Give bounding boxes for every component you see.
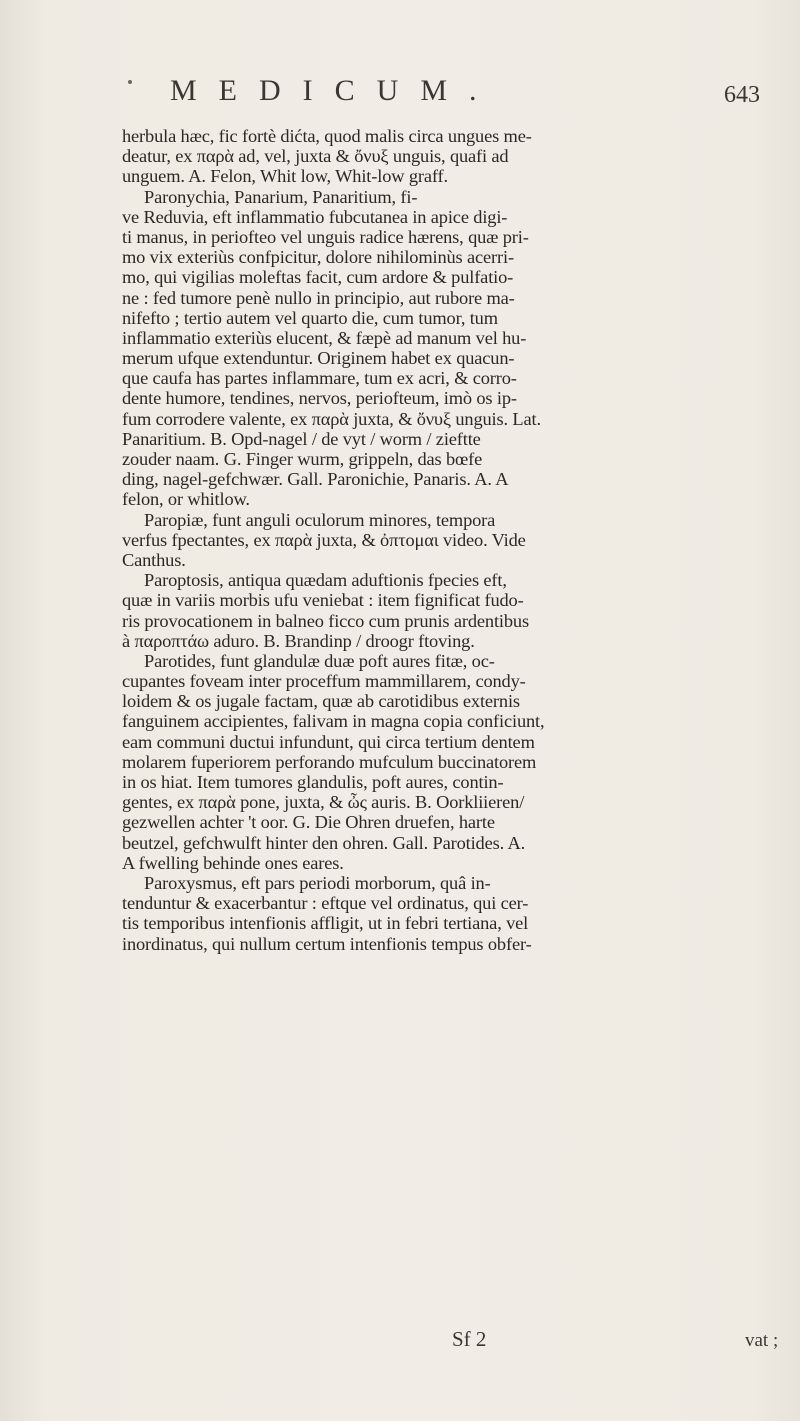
text-line: fanguinem accipientes, falivam in magna copia conficiunt, (122, 711, 545, 732)
body-text (122, 126, 734, 954)
text-line: ding, nagel-gefchwær. Gall. Paronichie, Panaris. A. A (122, 469, 509, 490)
catchword: vat ; (745, 1330, 779, 1351)
text-line: dente humore, tendines, nervos, periofteum, imò os ip- (122, 388, 517, 409)
text-line: inordinatus, qui nullum certum intenfionis tempus obfer- (122, 933, 532, 954)
text-line: ne : fed tumore penè nullo in principio, aut rubore ma- (122, 287, 515, 308)
text-line: ti manus, in periofteo vel unguis radice hærens, quæ pri- (122, 226, 529, 247)
running-head (0, 74, 800, 114)
text-line: nifefto ; tertio autem vel quarto die, cum tumor, tum (122, 307, 498, 328)
text-line: beutzel, gefchwulft hinter den ohren. Gall. Parotides. A. (122, 832, 526, 853)
text-line: deatur, ex παρὰ ad, vel, juxta & ὄνυξ unguis, quafi ad (122, 146, 509, 167)
entry-heading-line: Paronychia, Panarium, Panaritium, fi- (144, 186, 418, 207)
text-line: herbula hæc, fic fortè dićta, quod malis circa ungues me- (122, 126, 532, 146)
text-line: cupantes foveam inter proceffum mammillarem, condy- (122, 671, 526, 692)
text-line: merum ufque extenduntur. Originem habet ex quacun- (122, 348, 515, 369)
text-line: eam communi ductui infundunt, qui circa tertium dentem (122, 731, 535, 752)
text-line: mo vix exteriùs confpicitur, dolore nihilominùs acerri- (122, 247, 514, 268)
text-line: tis temporibus intenfionis affligit, ut in febri tertiana, vel (122, 913, 529, 934)
entry-heading-line: Paroptosis, antiqua quædam aduftionis fpecies eft, (144, 570, 507, 591)
text-line: tenduntur & exacerbantur : eftque vel ordinatus, qui cer- (122, 893, 529, 914)
text-line: verfus fpectantes, ex παρὰ juxta, & ὀπτομαι video. Vide (122, 529, 526, 550)
text-line: inflammatio exteriùs elucent, & fæpè ad manum vel hu- (122, 327, 527, 348)
page-number: 643 (724, 82, 760, 108)
text-line: zouder naam. G. Finger wurm, grippeln, das bœfe (122, 449, 483, 469)
text-line: à παροπτάω aduro. B. Brandinp / droogr ftoving. (122, 630, 475, 651)
text-line: A fwelling behinde ones eares. (122, 852, 344, 873)
text-line: quæ in variis morbis ufu veniebat : item fignificat fudo- (122, 590, 524, 611)
text-line: ris provocationem in balneo ficco cum prunis ardentibus (122, 610, 529, 631)
signature-mark: Sf 2 (452, 1327, 487, 1351)
text-line: Panaritium. B. Opd-nagel / de vyt / worm / zieftte (122, 428, 481, 449)
text-line: Canthus. (122, 549, 186, 570)
text-line: molarem fuperiorem perforando mufculum buccinatorem (122, 751, 537, 772)
text-line: unguem. A. Felon, Whit low, Whit-low graff. (122, 166, 448, 187)
text-line: felon, or whitlow. (122, 489, 250, 510)
entry-heading-line: Paropiæ, funt anguli oculorum minores, tempora (144, 509, 496, 530)
text-line: gentes, ex παρὰ pone, juxta, & ὦς auris. B. Oorkliieren/ (122, 792, 525, 813)
text-line: gezwellen achter 't oor. G. Die Ohren druefen, harte (122, 812, 495, 833)
text-line: ve Reduvia, eft inflammatio fubcutanea in apice digi- (122, 206, 508, 227)
text-line: loidem & os jugale factam, quæ ab carotidibus externis (122, 691, 520, 712)
text-line: in os hiat. Item tumores glandulis, poft aures, contin- (122, 772, 504, 792)
ink-speck (128, 80, 132, 84)
text-line: fum corrodere valente, ex παρὰ juxta, & ὄνυξ unguis. Lat. (122, 408, 541, 429)
entry-heading-line: Parotides, funt glandulæ duæ poft aures fitæ, oc- (144, 650, 495, 671)
text-line: mo, qui vigilias moleftas facit, cum ardore & pulfatio- (122, 267, 514, 288)
text-line: que caufa has partes inflammare, tum ex acri, & corro- (122, 368, 517, 389)
entry-heading-line: Paroxysmus, eft pars periodi morborum, quâ in- (144, 872, 491, 893)
running-head-title: MEDICUM. (170, 74, 499, 107)
